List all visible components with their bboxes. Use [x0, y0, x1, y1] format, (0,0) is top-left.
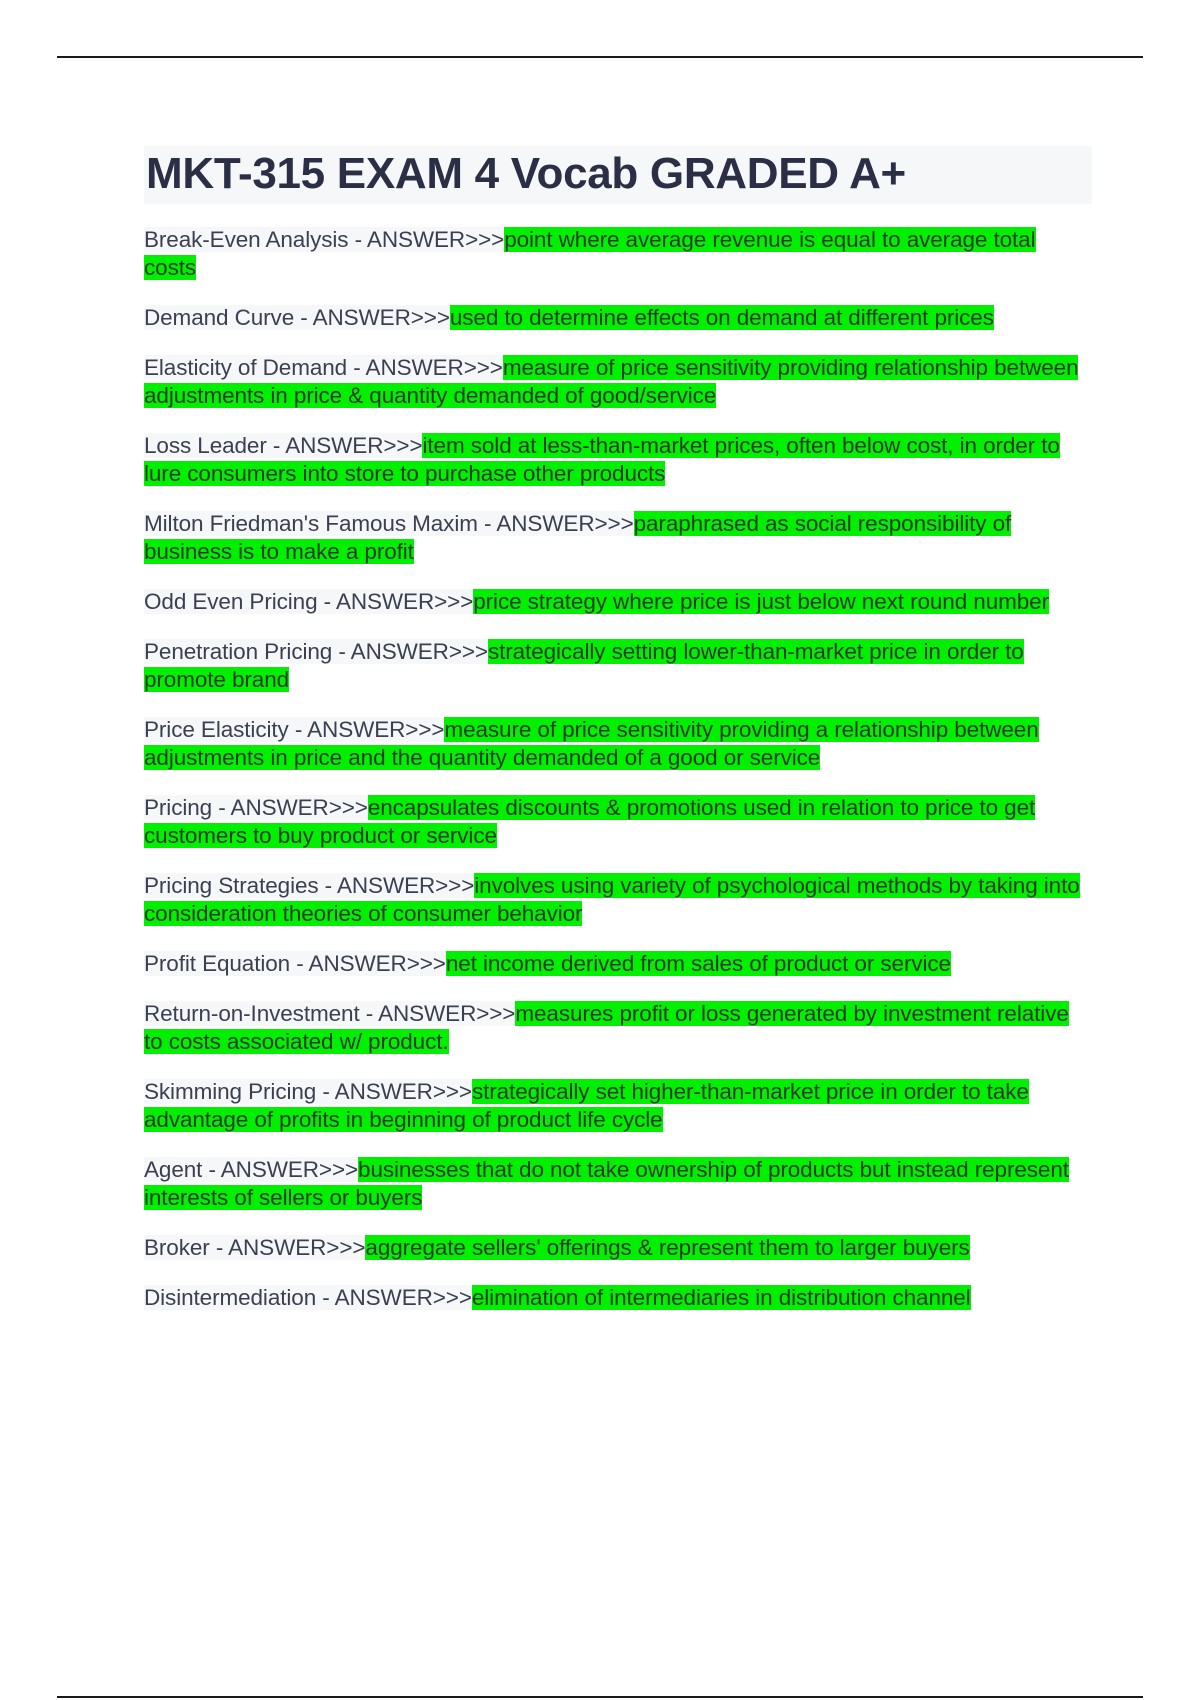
vocab-term: Loss Leader	[144, 433, 267, 458]
vocab-entry	[144, 794, 1092, 850]
vocab-definition-highlight: item sold at less-than-market prices, often below cost, in order to lure consumers into store to purchase other products	[144, 433, 1060, 486]
vocab-entry	[144, 638, 1092, 694]
vocab-definition-highlight: involves using variety of psychological methods by taking into consideration theories of consumer behavior	[144, 873, 1080, 926]
answer-separator: - ANSWER>>>	[477, 511, 634, 536]
document-title: MKT-315 EXAM 4 Vocab GRADED A+	[146, 149, 906, 198]
vocab-entry	[144, 304, 1092, 332]
answer-separator: - ANSWER>>>	[316, 1079, 472, 1104]
vocab-definition-highlight: measures profit or loss generated by investment relative to costs associated w/ product.	[144, 1001, 1069, 1054]
title-bar	[144, 146, 1092, 204]
vocab-list	[144, 226, 1092, 1312]
vocab-entry	[144, 432, 1092, 488]
vocab-entry	[144, 510, 1092, 566]
vocab-entry	[144, 872, 1092, 928]
vocab-entry	[144, 1156, 1092, 1212]
vocab-term: Skimming Pricing	[144, 1079, 317, 1104]
vocab-definition-highlight: point where average revenue is equal to average total costs	[144, 227, 1036, 280]
vocab-term: Agent	[144, 1157, 203, 1182]
answer-separator: - ANSWER>>>	[348, 227, 505, 252]
answer-separator: - ANSWER>>>	[202, 1157, 359, 1182]
answer-separator: - ANSWER>>>	[209, 1235, 366, 1260]
vocab-definition-highlight: used to determine effects on demand at different prices	[449, 305, 994, 330]
answer-separator: - ANSWER>>>	[318, 873, 475, 898]
vocab-entry	[144, 1000, 1092, 1056]
vocab-entry	[144, 1078, 1092, 1134]
vocab-entry	[144, 950, 1092, 978]
answer-separator: - ANSWER>>>	[317, 589, 474, 614]
vocab-term: Demand Curve	[144, 305, 295, 330]
vocab-entry	[144, 1284, 1092, 1312]
page-top-rule	[57, 56, 1143, 58]
vocab-term: Break-Even Analysis	[144, 227, 349, 252]
vocab-definition-highlight: elimination of intermediaries in distribution channel	[471, 1285, 971, 1310]
answer-separator: - ANSWER>>>	[347, 355, 503, 380]
vocab-entry	[144, 226, 1092, 282]
vocab-definition-highlight: strategically set higher-than-market price in order to take advantage of profits in beginning of product life cycle	[144, 1079, 1029, 1132]
vocab-term: Return-on-Investment	[144, 1001, 360, 1026]
vocab-term: Price Elasticity	[144, 717, 289, 742]
vocab-definition-highlight: price strategy where price is just below next round number	[473, 589, 1049, 614]
vocab-definition-highlight: strategically setting lower-than-market price in order to promote brand	[144, 639, 1024, 692]
page-bottom-rule	[57, 1696, 1143, 1698]
answer-separator: - ANSWER>>>	[266, 433, 423, 458]
vocab-entry	[144, 1234, 1092, 1262]
answer-separator: - ANSWER>>>	[332, 639, 488, 664]
vocab-entry	[144, 588, 1092, 616]
document-body	[144, 146, 1092, 1334]
vocab-definition-highlight: aggregate sellers' offerings & represent them to larger buyers	[365, 1235, 970, 1260]
vocab-term: Milton Friedman's Famous Maxim	[144, 511, 478, 536]
vocab-definition-highlight: measure of price sensitivity providing a relationship between adjustments in price and the quantity demanded of a good or service	[144, 717, 1039, 770]
vocab-term: Pricing	[144, 795, 213, 820]
vocab-entry	[144, 716, 1092, 772]
answer-separator: - ANSWER>>>	[294, 305, 450, 330]
vocab-term: Profit Equation	[144, 951, 291, 976]
vocab-term: Disintermediation	[144, 1285, 317, 1310]
answer-separator: - ANSWER>>>	[316, 1285, 472, 1310]
vocab-entry	[144, 354, 1092, 410]
vocab-definition-highlight: paraphrased as social responsibility of business is to make a profit	[144, 511, 1012, 564]
vocab-definition-highlight: encapsulates discounts & promotions used in relation to price to get customers to buy product or service	[144, 795, 1036, 848]
vocab-term: Elasticity of Demand	[144, 355, 348, 380]
vocab-definition-highlight: businesses that do not take ownership of products but instead represent interests of sellers or buyers	[144, 1157, 1069, 1210]
vocab-term: Broker	[144, 1235, 210, 1260]
vocab-term: Odd Even Pricing	[144, 589, 318, 614]
answer-separator: - ANSWER>>>	[359, 1001, 516, 1026]
vocab-term: Penetration Pricing	[144, 639, 333, 664]
answer-separator: - ANSWER>>>	[212, 795, 368, 820]
vocab-definition-highlight: net income derived from sales of product or service	[445, 951, 951, 976]
answer-separator: - ANSWER>>>	[290, 951, 446, 976]
answer-separator: - ANSWER>>>	[288, 717, 445, 742]
vocab-definition-highlight: measure of price sensitivity providing relationship between adjustments in price & quantity demanded of good/service	[144, 355, 1079, 408]
vocab-term: Pricing Strategies	[144, 873, 319, 898]
